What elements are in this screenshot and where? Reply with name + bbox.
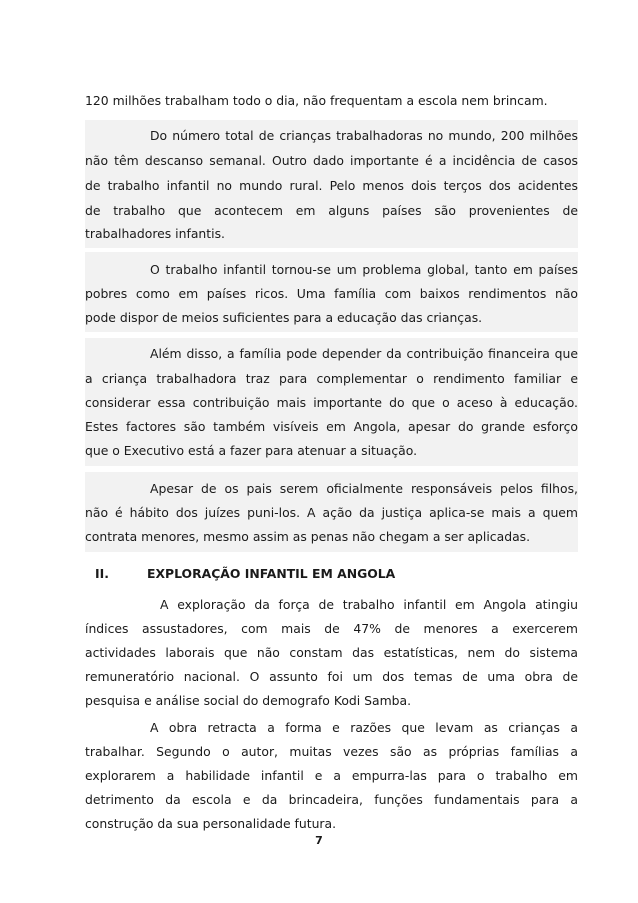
paragraph: [85, 338, 578, 466]
text-line: 120 milhões trabalham todo o dia, não frequentam a escola nem brincam.: [85, 93, 548, 108]
text-line: actividades laborais que não constam das estatísticas, nem do sistema: [85, 645, 578, 660]
paragraph: [85, 718, 578, 836]
paragraph: [85, 472, 578, 552]
section-title: EXPLORAÇÃO INFANTIL EM ANGOLA: [147, 566, 396, 581]
text-line: trabalhadores infantis.: [85, 226, 225, 241]
page-number: 7: [315, 834, 323, 847]
text-line: pode dispor de meios suficientes para a educação das crianças.: [85, 310, 483, 325]
text-line: detrimento da escola e da brincadeira, funções fundamentais para a: [85, 792, 578, 807]
text-line: A exploração da força de trabalho infantil em Angola atingiu: [160, 597, 578, 612]
text-line: remuneratório nacional. O assunto foi um dos temas de uma obra de: [85, 669, 578, 684]
text-line: de trabalho que acontecem em alguns países são provenientes de: [85, 203, 578, 218]
text-line: construção da sua personalidade futura.: [85, 816, 337, 831]
text-line: pobres como em países ricos. Uma família com baixos rendimentos não: [85, 286, 578, 301]
text-line: pesquisa e análise social do demografo Kodi Samba.: [85, 693, 412, 708]
text-line: que o Executivo está a fazer para atenuar a situação.: [85, 443, 418, 458]
section-number: II.: [95, 566, 109, 581]
text-line: O trabalho infantil tornou-se um problema global, tanto em países: [150, 262, 578, 277]
text-line: não é hábito dos juízes puni-los. A ação da justiça aplica-se mais a quem: [85, 505, 578, 520]
text-line: trabalhar. Segundo o autor, muitas vezes são as próprias famílias a: [85, 744, 578, 759]
paragraph: [85, 90, 578, 112]
text-line: Além disso, a família pode depender da contribuição financeira que: [150, 346, 578, 361]
text-line: de trabalho infantil no mundo rural. Pelo menos dois terços dos acidentes: [85, 178, 578, 193]
text-line: contrata menores, mesmo assim as penas não chegam a ser aplicadas.: [85, 529, 531, 544]
text-line: A obra retracta a forma e razões que levam as crianças a: [150, 720, 578, 735]
section-heading: [95, 564, 395, 584]
text-line: explorarem a habilidade infantil e a empurra-las para o trabalho em: [85, 768, 578, 783]
paragraph: [85, 594, 578, 709]
text-line: Do número total de crianças trabalhadoras no mundo, 200 milhões: [150, 128, 578, 143]
text-line: não têm descanso semanal. Outro dado importante é a incidência de casos: [85, 153, 578, 168]
text-line: Apesar de os pais serem oficialmente responsáveis pelos filhos,: [150, 481, 578, 496]
paragraph: [85, 120, 578, 248]
text-line: índices assustadores, com mais de 47% de menores a exercerem: [85, 621, 578, 636]
text-line: Estes factores são também visíveis em Angola, apesar do grande esforço: [85, 419, 578, 434]
text-line: a criança trabalhadora traz para complementar o rendimento familiar e: [85, 371, 578, 386]
text-line: considerar essa contribuição mais importante do que o aceso à educação.: [85, 395, 578, 410]
paragraph: [85, 252, 578, 332]
